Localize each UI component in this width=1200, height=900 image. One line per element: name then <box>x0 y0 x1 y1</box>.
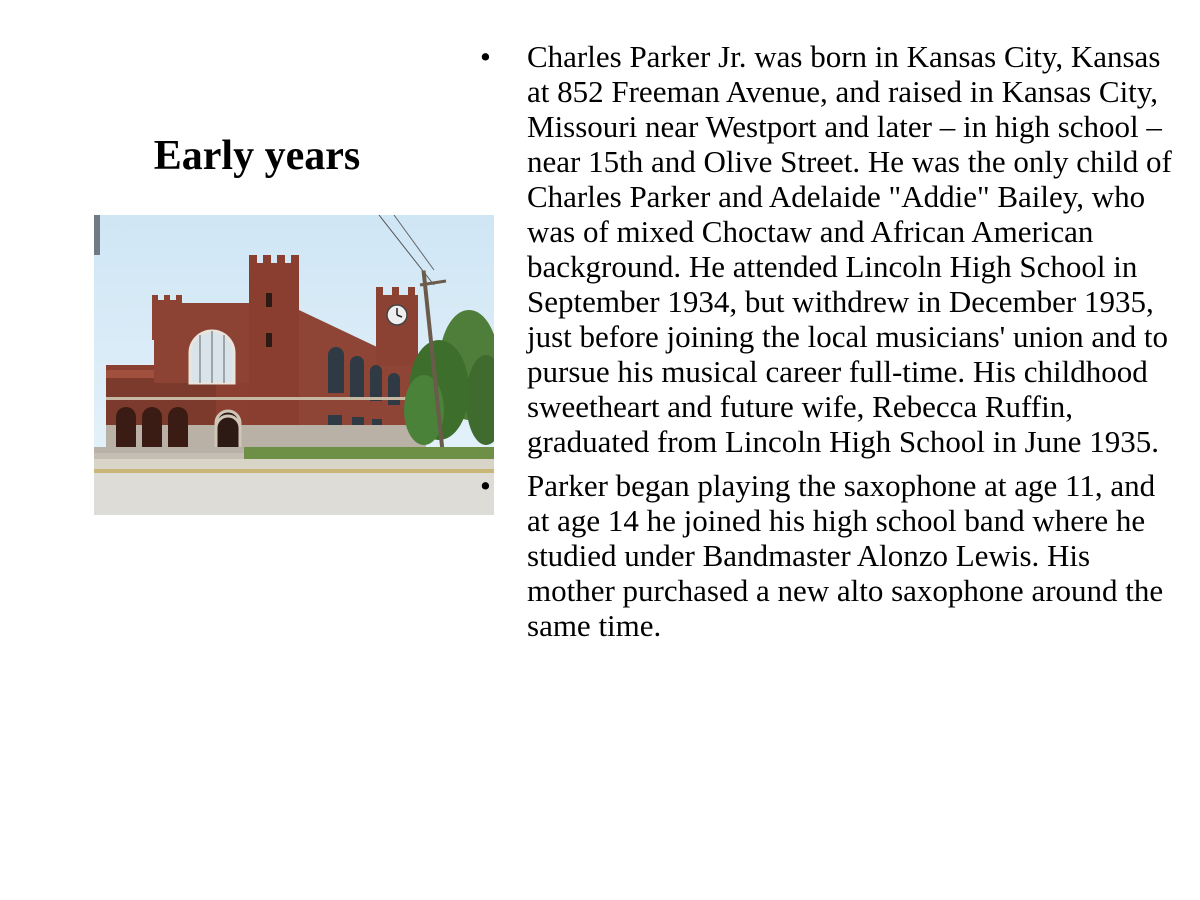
school-building-photo <box>94 215 494 515</box>
bullet-text: Parker began playing the saxophone at age 11, and at age 14 he joined his high school band where he studied under Bandmaster Alonzo Lewis. His mother purchased a new alto saxophone around the same time. <box>527 468 1164 643</box>
bullet-point-icon: • <box>480 39 491 74</box>
bullet-item <box>478 468 1178 643</box>
bullet-item <box>478 39 1178 459</box>
bullet-point-icon: • <box>480 468 491 503</box>
bullet-list <box>478 39 1178 652</box>
bullet-text: Charles Parker Jr. was born in Kansas City, Kansas at 852 Freeman Avenue, and raised in Kansas City, Missouri near Westport and later – in high school – near 15th and Olive Street. He was the only child of Charles Parker and Adelaide "Addie" Bailey, who was of mixed Choctaw and African American background. He attended Lincoln High School in September 1934, but withdrew in December 1935, just before joining the local musicians' union and to pursue his musical career full-time. His childhood sweetheart and future wife, Rebecca Ruffin, graduated from Lincoln High School in June 1935. <box>527 39 1172 459</box>
slide-title: Early years <box>153 133 361 179</box>
